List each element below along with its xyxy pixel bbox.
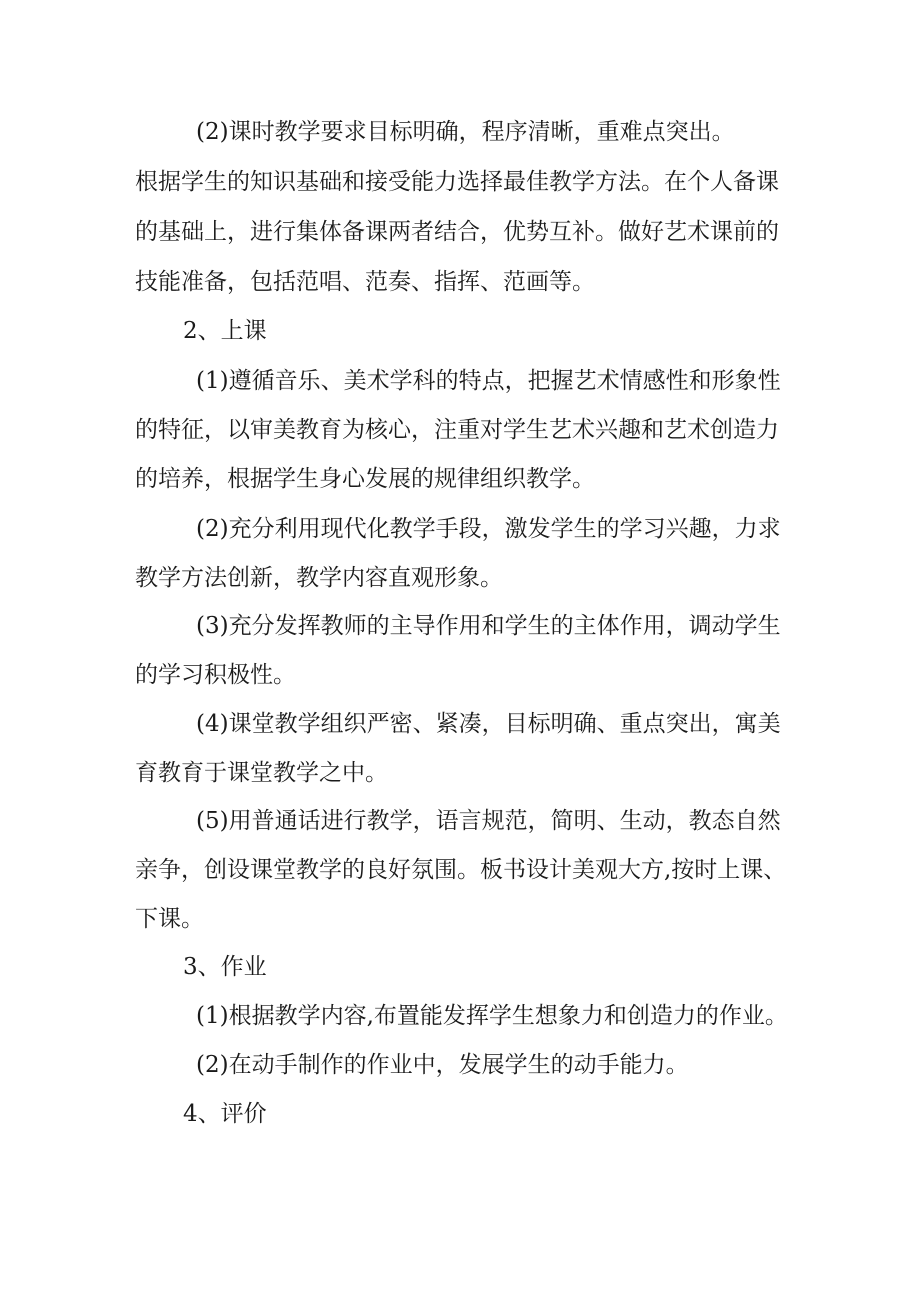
text-line: (2)在动手制作的作业中，发展学生的动手能力。 — [196, 1052, 689, 1078]
text-line: (1)根据教学内容,布置能发挥学生想象力和创造力的作业。 — [196, 1003, 788, 1029]
text-line: (2)充分利用现代化教学手段，激发学生的学习兴趣，力求 — [196, 516, 781, 542]
text-line: 教学方法创新，教学内容直观形象。 — [135, 565, 503, 591]
text-line: 技能准备，包括范唱、范奏、指挥、范画等。 — [135, 269, 595, 295]
section-heading: 2、上课 — [183, 318, 267, 344]
text-line: (4)课堂教学组织严密、紧凑，目标明确、重点突出，寓美 — [196, 711, 781, 737]
text-line: 下课。 — [135, 906, 204, 932]
text-line: (3)充分发挥教师的主导作用和学生的主体作用，调动学生 — [196, 613, 781, 639]
text-line: 亲争，创设课堂教学的良好氛围。板书设计美观大方,按时上课、 — [135, 857, 787, 883]
text-line: (1)遵循音乐、美术学科的特点，把握艺术情感性和形象性 — [196, 368, 781, 394]
text-line: 根据学生的知识基础和接受能力选择最佳教学方法。在个人备课 — [135, 169, 779, 195]
text-line: 的学习积极性。 — [135, 662, 296, 688]
text-line: 的培养，根据学生身心发展的规律组织教学。 — [135, 466, 595, 492]
text-line: 的特征，以审美教育为核心，注重对学生艺术兴趣和艺术创造力 — [135, 417, 779, 443]
text-line: (5)用普通话进行教学，语言规范，简明、生动，教态自然 — [196, 808, 781, 834]
text-line: 的基础上，进行集体备课两者结合，优势互补。做好艺术课前的 — [135, 219, 779, 245]
section-heading: 3、作业 — [183, 954, 267, 980]
text-line: 育教育于课堂教学之中。 — [135, 760, 388, 786]
section-heading: 4、评价 — [183, 1101, 267, 1127]
text-line: (2)课时教学要求目标明确，程序清晰，重难点突出。 — [196, 119, 735, 145]
